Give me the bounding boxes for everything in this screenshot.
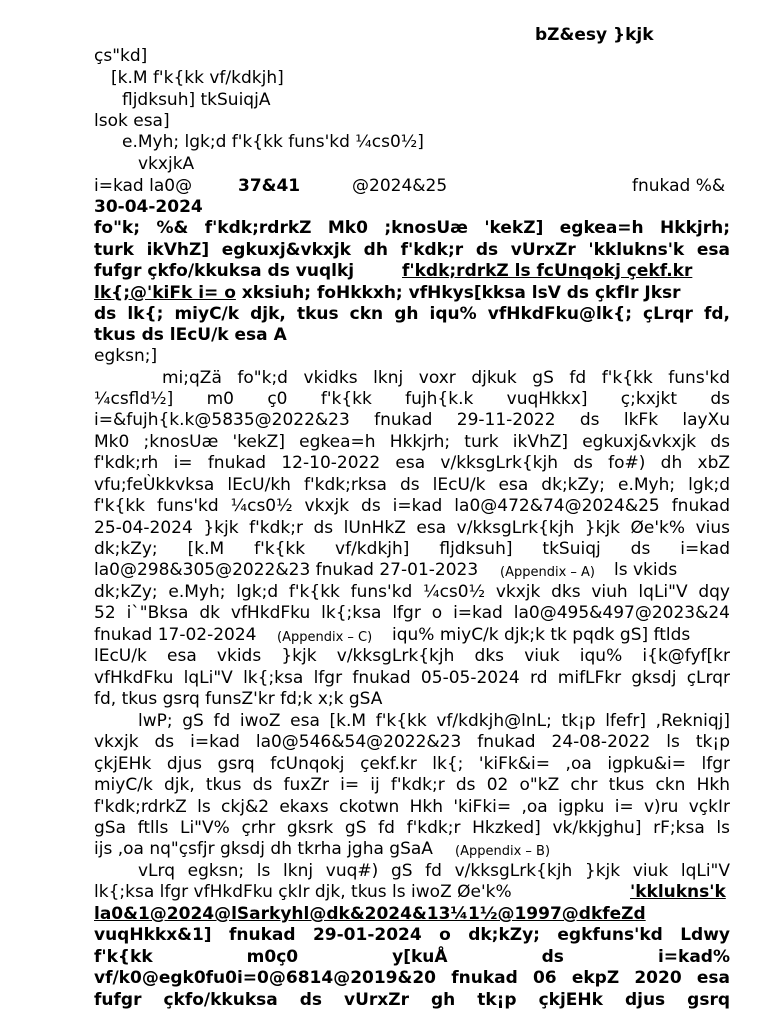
para3-line-7: fufgr çkfo/kkuksa ds vUrxZr gh tk¡p çkjEHk djus gsrq: [94, 990, 730, 1010]
header-title: bZ&esy }kjk: [535, 25, 654, 45]
para3-line-2-text: lk{;ksa lfgr vfHkdFku çkIr djk, tkus ls iwoZ Øe'k%: [94, 882, 512, 902]
para1-line-16: fd, tkus gsrq funsZ'kr fd;k x;k gSA: [94, 689, 383, 709]
para1-line-6: vfu;feÙkkvksa lEcU/kh f'kdk;rksa ds lEcU/k esa dk;kZy; e.Myh; lgk;d: [94, 475, 730, 495]
para1-line-5: f'kdk;rh i= fnukad 12-10-2022 esa v/kksgLrk{kjh ds fo#) dh xbZ: [94, 453, 730, 473]
para1-line-11: dk;kZy; e.Myh; lgk;d f'k{kk funs'kd ¼cs0½ vkxjk dks viuh lqLi"V dqy: [94, 582, 730, 602]
para3-gazette-label: 'kklukns'k: [630, 882, 726, 902]
salutation: egksn;]: [94, 346, 158, 366]
subject-line-3-text: fufgr çkfo/kkuksa ds vuqlkj: [94, 261, 355, 281]
para1-line-15: vfHkdFku lqLi"V lk{;ksa lfgr fnukad 05-05-2024 rd mifLFkr gksdj çLrqr: [94, 668, 730, 688]
subject-line-4: [94, 283, 681, 304]
reference-prefix: i=kad la0@: [94, 176, 193, 196]
para1-line-3: i=&fujh{k.k@5835@2022&23 fnukad 29-11-2022 ds lkFk layXu: [94, 410, 730, 430]
appendix-a-ref: (Appendix – A): [500, 565, 595, 580]
para1-line-10: [94, 560, 678, 581]
subject-underlined-b: lk{;@'kiFk i= o: [94, 283, 236, 303]
appendix-c-ref: (Appendix – C): [277, 630, 373, 645]
address-line-6: vkxjkA: [138, 154, 195, 174]
subject-line-2: turk ikVhZ] egkuxj&vkxjk dh f'kdk;r ds vUrxZr 'kklukns'k esa: [94, 240, 730, 260]
para1-line-14: lEcU/k esa vkids }kjk v/kksgLrk{kjh dks viuk iqu% i{k@fyf[kr: [94, 646, 730, 666]
para2-line-1: lwP; gS fd iwoZ esa [k.M f'k{kk vf/kdkjh@lnL; tk¡p lfefr] ,Rekniqj]: [138, 711, 730, 731]
address-line-5: e.Myh; lgk;d f'k{kk funs'kd ¼cs0½]: [122, 132, 424, 152]
address-line-1: çs"kd]: [94, 46, 148, 66]
subject-line-1: fo"k; %& f'kdk;rdrkZ Mk0 ;knosUæ 'kekZ] egkea=h Hkkjrh;: [94, 218, 730, 238]
para1-line-13: [94, 625, 691, 646]
subject-line-4-text: xksiuh; foHkkxh; vfHkys[kksa lsV ds çkfIr Jksr: [235, 283, 681, 303]
para2-line-5: f'kdk;rdrkZ ls ckj&2 ekaxs ckotwn Hkh 'kiFki= ,oa igpku i= v)ru vçkIr: [94, 797, 730, 817]
reference-date-label: fnukad %&: [632, 176, 726, 196]
para1-line-9: dk;kZy; [k.M f'k{kk vf/kdkjh] fljdksuh] tkSuiqj ds i=kad: [94, 539, 730, 559]
para3-line-6: vf/k0@egk0fu0i=0@6814@2019&20 fnukad 06 ekpZ 2020 esa: [94, 968, 730, 988]
reference-date: 30-04-2024: [94, 197, 203, 217]
reference-year: @2024&25: [352, 176, 448, 196]
para3-line-4: vuqHkkx&1] fnukad 29-01-2024 o dk;kZy; egkfuns'kd Ldwy: [94, 925, 730, 945]
appendix-b-ref: (Appendix – B): [455, 844, 551, 859]
para3-line-2: [94, 882, 726, 903]
para2-line-2: vkxjk ds i=kad la0@546&54@2022&23 fnukad 24-08-2022 ls tk¡p: [94, 732, 730, 752]
para1-line-13-text: fnukad 17-02-2024: [94, 625, 257, 645]
para2-line-4: miyC/k djk, tkus ds fuxZr i= ij f'kdk;r ds 02 o"kZ chr tkus ckn Hkh: [94, 775, 730, 795]
para1-line-4: Mk0 ;knosUæ 'kekZ] egkea=h Hkkjrh; turk ikVhZ] egkuxj&vkxjk ds: [94, 432, 730, 452]
reference-number: 37&41: [238, 176, 301, 196]
address-line-3: fljdksuh] tkSuiqjA: [122, 90, 271, 110]
para3-line-5: f'k{kk m0ç0 y[kuÅ ds i=kad%: [94, 947, 730, 967]
subject-line-5: ds lk{; miyC/k djk, tkus ckn gh iqu% vfHkdFku@lk{; çLrqr fd,: [94, 304, 730, 324]
para1-line-10-text: la0@298&305@2022&23 fnukad 27-01-2023: [94, 560, 479, 580]
para1-line-2: ¼csfld½] m0 ç0 f'k{kk fujh{k.k vuqHkkx] ç;kxjkt ds: [94, 389, 730, 409]
subject-underlined-a: f'kdk;rdrkZ ls fcUnqokj çekf.kr: [402, 261, 693, 281]
para2-line-7-text: ijs ,oa nq"çsfjr gksdj dh tkrha jgha gSaA: [94, 839, 433, 859]
para2-line-7: [94, 839, 551, 860]
para1-line-10-tail: ls vkids: [614, 560, 678, 580]
para1-line-7: f'k{kk funs'kd ¼cs0½ vkxjk ds i=kad la0@472&74@2024&25 fnukad: [94, 496, 730, 516]
para1-line-13-tail: iqu% miyC/k djk;k tk pqdk gS] ftlds: [392, 625, 691, 645]
para1-line-1: mi;qZä fo"k;d vkidks lknj voxr djkuk gS fd f'k{kk funs'kd: [162, 368, 730, 388]
para2-line-6: gSa ftlls Li"V% çrhr gksrk gS fd f'kdk;r Hkzked] vk/kkjghu] rF;ksa ls: [94, 818, 730, 838]
address-line-2: [k.M f'k{kk vf/kdkjh]: [111, 68, 284, 88]
para1-line-12: 52 i`"Bksa dk vfHkdFku lk{;ksa lfgr o i=kad la0@495&497@2023&24: [94, 603, 730, 623]
subject-line-3: [94, 261, 730, 282]
para3-line-3: la0&1@2024@lSarkyhl@dk&2024&13¼1½@1997@dkfeZd: [94, 904, 646, 924]
para1-line-8: 25-04-2024 }kjk f'kdk;r ds lUnHkZ esa v/kksgLrk{kjh }kjk Øe'k% vius: [94, 518, 730, 538]
subject-line-6: tkus ds lEcU/k esa A: [94, 325, 287, 345]
para3-line-1: vLrq egksn; ls lknj vuq#) gS fd v/kksgLrk{kjh }kjk viuk lqLi"V: [138, 861, 730, 881]
para2-line-3: çkjEHk djus gsrq fcUnqokj çekf.kr lk{; 'kiFk&i= ,oa igpku&i= lfgr: [94, 754, 730, 774]
address-line-4: lsok esa]: [94, 111, 170, 131]
